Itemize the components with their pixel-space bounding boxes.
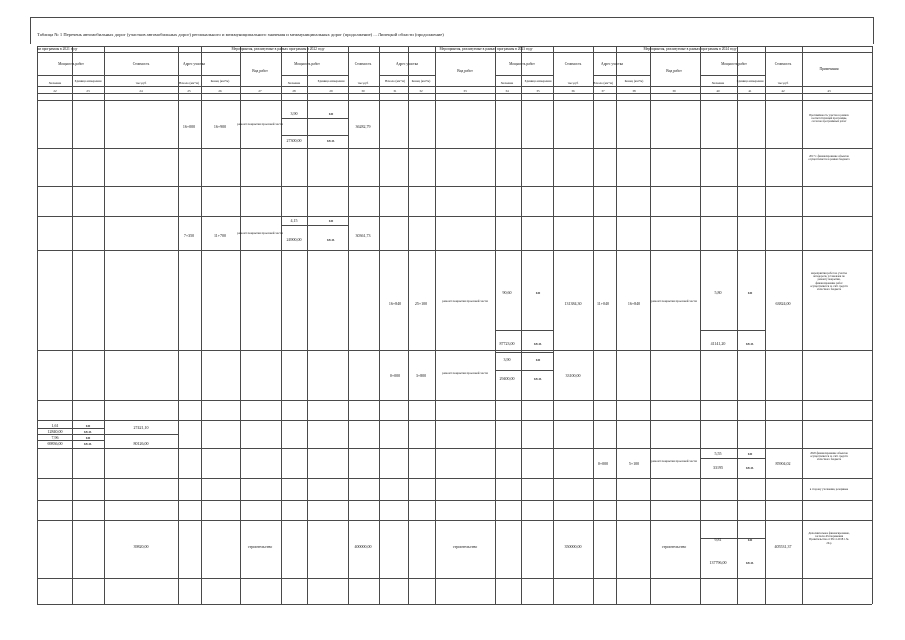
header-adres-22: Адрес участка [182,62,206,66]
r4-note: мероприятия работ на участке автодороги, установлен по ремонту покрытия, финансирование работ осуществляется за счёт средств областного бюджета [810,272,848,292]
col-num: 39 [672,89,676,93]
r3-end: 11+700 [213,233,227,238]
col-num: 38 [632,89,636,93]
r4-v3: 5,80 [714,290,722,295]
r5-u2: кв.м. [533,376,543,381]
r1-v2: 27300,00 [286,138,302,143]
sub-nach-22: Начало (км+м) [178,81,200,85]
sub-nach-23: Начало (км+м) [384,79,406,83]
r4-start-24: 11+040 [596,301,610,306]
r4-v2: 87723,00 [499,341,515,346]
grid-line-h [30,17,873,18]
r3-u2: кв.м. [326,237,336,242]
r5-v2: 29400,00 [499,376,515,381]
r4-v4: 41141,20 [710,341,726,346]
r4-u4: кв.м. [745,341,755,346]
col-num: 23 [86,89,90,93]
r9-cost-23: 350000,00 [564,544,582,549]
header-moshnost-21: Мощность работ [58,62,84,66]
r6-a3: 7,96 [51,435,59,440]
r9-note: Дополнительное финансирование, согласно Распоряжения Правительства от 08.11.2018 г. № 20-р [808,532,850,545]
grid-line-h [37,216,872,217]
r3-work: ремонт покрытия проезжей части [237,231,283,235]
grid-line-h [37,93,872,94]
sub-ed-22: Единица измерения [317,79,345,83]
col-num: 40 [716,89,720,93]
sub-znach-24: Значение [711,81,725,85]
header-moshnost-23: Мощность работ [509,62,535,66]
r5-work: ремонт покрытия проезжей части [442,371,488,375]
grid-line-v [30,17,31,44]
r4-start-23: 16+840 [388,301,402,306]
r6-a1: 1,61 [51,423,59,428]
r7-end: 5+100 [628,461,640,466]
r9-work-22: строительство [247,544,273,549]
grid-line-h [37,100,872,101]
r9-v2: 137796,00 [709,560,727,565]
col-num: 29 [329,89,333,93]
grid-line-h [37,400,872,401]
r7-note: 2020 финансирование объектов осуществляется за счёт средств областного бюджета [810,452,848,462]
grid-line-v [873,17,874,44]
grid-line-h [37,148,872,149]
grid-line-h [37,604,872,605]
sub-ed-21: Единица измерения [74,79,102,83]
r4-v1: 90,60 [502,290,512,295]
r5-cost: 33100,00 [565,373,581,378]
r1-v1: 3,90 [290,111,298,116]
grid-line-h [37,520,872,521]
r6-a4: 69836,00 [47,441,63,446]
col-num: 34 [505,89,509,93]
r6-a2: 12840,00 [47,429,63,434]
sub-kon-22: Конец (км+м) [210,79,230,83]
header-primechaniya: Примечания [819,67,839,71]
header-stoimost-21: Стоимость [132,62,150,66]
r9-cost-21: 39820,00 [133,544,149,549]
col-num: 33 [463,89,467,93]
r5-end: 3+800 [415,373,427,378]
r9-u1: км [747,537,753,542]
grid-line-h [37,478,872,479]
header-vid-23: Вид работ [457,69,473,73]
sub-nach-24: Начало (км+м) [592,81,614,85]
sub-znach-23: Значение [500,81,514,85]
r9-work-23: строительство [452,544,478,549]
r5-v1: 3,90 [503,357,511,362]
r7-cost: 85904,02 [775,461,791,466]
r7-v1: 5,55 [714,451,722,456]
header-moshnost-24: Мощность работ [721,62,747,66]
header-adres-24: Адрес участка [600,62,624,66]
sub-kon-23: Конец (км+м) [411,79,431,83]
r6-cost-a: 27421,10 [133,425,149,430]
grid-line-h [37,52,872,53]
col-num: 42 [781,89,785,93]
r3-u1: км [328,218,334,223]
col-num: 36 [571,89,575,93]
r4-end-24: 16+840 [627,301,641,306]
col-num: 30 [361,89,365,93]
col-num: 26 [218,89,222,93]
r6-cost-b: 80126,00 [133,441,149,446]
r9-cost-22: 400000,00 [354,544,372,549]
sub-ed-23: Единица измерения [524,79,552,83]
header-vid-22: Вид работ [252,69,268,73]
sub-znach-21: Значение [48,81,62,85]
r7-work: ремонт покрытия проезжей части [651,459,697,463]
sub-rub-21: тыс.руб [135,81,147,85]
sub-rub-23: тыс.руб [567,81,579,85]
r9-u2: кв.м. [745,560,755,565]
col-num: 32 [419,89,423,93]
r4-cost-23: 131384,30 [564,301,582,306]
header-stoimost-23: Стоимость [564,62,582,66]
r4-work-24: ремонт покрытия проезжей части [651,299,697,303]
grid-line-h [37,250,872,251]
col-num: 27 [258,89,262,93]
col-num: 41 [748,89,752,93]
r4-u3: км [747,290,753,295]
group-2022: Мероприятия, реализуемые в рамках программы в 2022 году [231,47,325,51]
header-moshnost-22: Мощность работ [294,62,320,66]
col-num: 24 [139,89,143,93]
sub-rub-22: тыс.руб [357,81,369,85]
col-num: 28 [292,89,296,93]
r4-end-23: 25+100 [414,301,428,306]
r7-u1: км [747,451,753,456]
r2-note: 2017 г. финансирование объектов осуществляется в рамках бюджета [808,155,850,162]
header-stoimost-22: Стоимость [354,62,372,66]
r1-u1: км [328,111,334,116]
group-2024: Мероприятия, реализуемые в рамках программы в 2024 году [643,47,737,51]
r6-a2u: кв.м. [83,429,93,434]
r6-a3u: км [85,435,91,440]
r5-u1: км [535,357,541,362]
group-2021: ам программы в 2021 году [37,47,78,51]
r1-u2: кв.м. [326,138,336,143]
r9-v1: 9,81 [714,537,722,542]
r8-note: в сторону уточнения, резервные [809,488,849,491]
col-num: 31 [393,89,397,93]
sub-znach-22: Значение [287,81,301,85]
r3-v2: 24900,00 [286,237,302,242]
r3-v1: 4,15 [290,218,298,223]
sub-kon-24: Конец (км+м) [624,79,644,83]
r1-end: 16+900 [213,124,227,129]
r1-start: 16+000 [182,124,196,129]
r9-work-24: строительство [661,544,687,549]
r9-cost-24: 405531,37 [774,544,792,549]
r7-v2: 33195 [713,465,723,470]
group-2023: Мероприятия, реализуемые в рамках программы в 2023 году [439,47,533,51]
grid-line-h [37,186,872,187]
r7-start: 0+000 [597,461,609,466]
r3-cost: 30361,73 [355,233,371,238]
header-vid-24: Вид работ [666,69,682,73]
table-title: Таблица № 1 Перечень автомобильных дорог (участков автомобильных дорог) регионального и межмуниципального значения и межмуниципальных дорог (продолжение) ... Липецкой области (продолжение) [37,32,444,37]
r4-work-23: ремонт покрытия проезжей части [442,299,488,303]
r4-u1: км [535,290,541,295]
grid-line-h [37,86,872,87]
grid-line-h [37,350,872,351]
r5-start: 0+000 [389,373,401,378]
r1-note: Протяжённость участка в рамках соответствующей программы, согласно программных работ [809,114,849,124]
col-num: 43 [827,89,831,93]
r1-cost: 36282,79 [355,124,371,129]
r3-start: 7+350 [183,233,195,238]
col-num: 35 [536,89,540,93]
col-num: 37 [601,89,605,93]
r4-cost-24: 63824,00 [775,301,791,306]
header-adres-23: Адрес участка [395,62,419,66]
r1-work: ремонт покрытия проезжей части [237,122,283,126]
r7-u2: кв.м. [745,465,755,470]
r4-u2: кв.м. [533,341,543,346]
grid-line-h [37,500,872,501]
col-num: 22 [53,89,57,93]
grid-line-h [37,420,872,421]
grid-line-v [872,46,873,604]
sub-ed-24: Единица измерения [736,79,764,83]
r6-a4u: кв.м. [83,441,93,446]
col-num: 25 [187,89,191,93]
header-stoimost-24: Стоимость [774,62,792,66]
r6-a1u: км [85,423,91,428]
sub-rub-24: тыс.руб [777,81,789,85]
grid-line-h [37,578,872,579]
